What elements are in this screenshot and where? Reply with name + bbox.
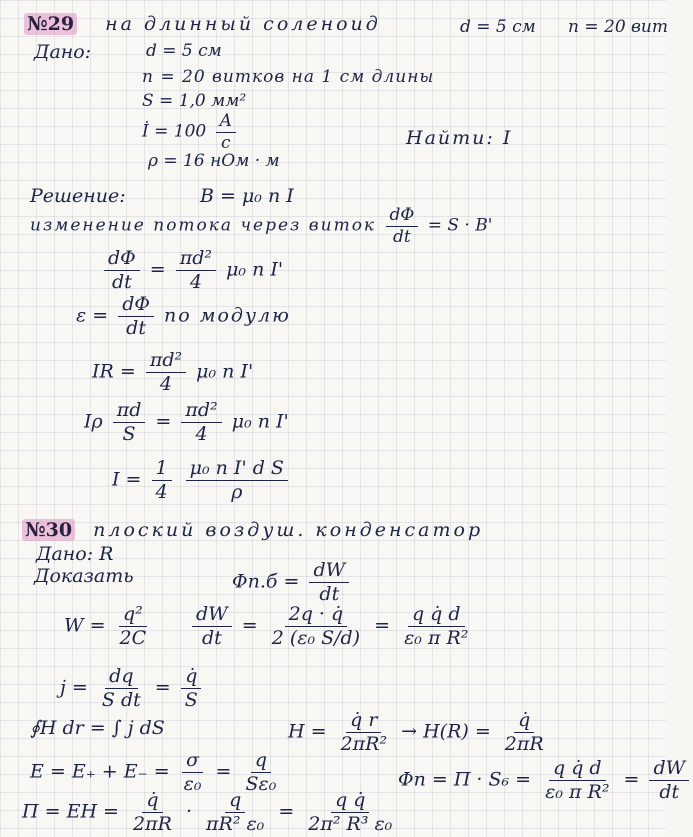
eq1-rhs-den: 4 <box>189 270 202 293</box>
eq4-num2: πd² <box>181 400 221 423</box>
prove-label: Доказать <box>34 565 134 587</box>
phi-lhs: Φп = Π · S₆ = <box>398 768 532 791</box>
problem-number: №29 <box>24 13 77 35</box>
dw-rhs-num: q q̇ d <box>408 604 465 627</box>
given-label: Дано: <box>34 41 92 63</box>
eq4-tail: μ₀ n I' <box>231 410 289 433</box>
eq2 <box>76 294 291 339</box>
j-rhs-num: q̇ <box>181 666 201 689</box>
phi-den: ε₀ π R² <box>545 780 610 803</box>
solution-label: Решение: <box>30 185 126 207</box>
given-rho: ρ = 16 нОм · м <box>148 151 280 171</box>
dw-eq: $\frac{dW}{dt}$ = $\frac{2q \cdot q̇}{\text{2 (ε₀ S/d)}}$ = $\frac{\text{q q̇ d}}{\text{ε₀ π R²}}$ <box>188 604 476 649</box>
eq5-lhs: I = <box>112 468 142 491</box>
p-den1: 2πR <box>133 812 172 835</box>
flux-line <box>30 206 492 246</box>
given-I-rate <box>142 112 240 152</box>
hr-num: q̇ <box>514 710 534 733</box>
given-I-rate-unit <box>216 112 236 152</box>
eq4-num1: πd <box>113 400 146 423</box>
poynting-flux-eq: Φп = Π · S₆ = $\frac{\text{q q̇ d}}{\text{ε₀ π R²}}$ = $\frac{dW}{dt}$ <box>398 758 693 803</box>
hr-den: 2πR <box>504 732 544 755</box>
eq2-num: dΦ <box>118 294 154 317</box>
eq1-lhs-num: dΦ <box>104 248 140 271</box>
eq3-lhs: IR = <box>92 360 136 383</box>
given-n-top: n = 20 вит <box>568 17 668 37</box>
p-lhs: Π = EH = <box>22 800 119 823</box>
eq1-rhs-num: πd² <box>176 248 216 271</box>
dw-mid-den: 2 (ε₀ S/d) <box>271 626 361 649</box>
given-S: S = 1,0 мм² <box>142 91 247 111</box>
eq5 <box>112 458 292 503</box>
eq1: $\frac{d\Phi}{dt}$ = $\frac{\text{πd²}}{4}$ μ₀ n I' <box>100 248 283 293</box>
flux-num: dΦ <box>386 206 419 227</box>
e-num2: q <box>251 750 271 773</box>
dw-rhs-den: ε₀ π R² <box>404 626 469 649</box>
circulation-eq: ∮H dr = ∫ j dS <box>30 717 165 739</box>
eq4: Iρ $\frac{\pi d}{S}$ = $\frac{\text{πd²}}{4}$ μ₀ n I' <box>84 399 289 445</box>
phi-den2: dt <box>659 780 680 803</box>
flux-den: dt <box>393 226 411 247</box>
p-num3: q q̇ <box>331 790 369 813</box>
current-density-eq: j = $\frac{dq}{\text{S dt}}$ = $\frac{q̇}{S}$ <box>60 666 206 711</box>
p-num2: q <box>225 790 245 813</box>
eq4-lhs: Iρ <box>84 410 103 433</box>
phi-num2: dW <box>649 758 689 781</box>
problem-29-header <box>24 14 381 35</box>
unit-den: c <box>221 132 231 153</box>
dw-mid-num: 2q · q̇ <box>285 604 348 627</box>
eq5-num1: 1 <box>152 458 172 481</box>
h-lhs: H = <box>288 720 327 743</box>
given-I-rate-lhs: İ = 100 <box>142 121 207 142</box>
eq4-den1: S <box>122 422 136 445</box>
e-line: E = E₊ + E₋ = <box>30 760 170 783</box>
dw-num: dW <box>192 604 232 627</box>
j-lhs: j = <box>60 676 88 699</box>
h-eq <box>288 710 552 755</box>
eq5-den2: ρ <box>231 480 243 503</box>
eq3 <box>92 350 253 395</box>
prove-num: dW <box>309 560 349 583</box>
unit-num: A <box>216 112 236 133</box>
problem-30-title: плоский воздуш. конденсатор <box>93 519 484 541</box>
problem-title: на длинный соленоид <box>105 13 381 35</box>
w-den: 2C <box>119 626 147 649</box>
eq2-lhs: ε = <box>76 304 109 327</box>
solution-B: B = μ₀ n I <box>200 185 294 207</box>
given-n: n = 20 витков на 1 см длины <box>142 67 435 87</box>
j-den: S dt <box>101 688 141 711</box>
e-den2: Sε₀ <box>245 772 277 795</box>
p-num1: q̇ <box>142 790 162 813</box>
eq5-den1: 4 <box>155 480 168 503</box>
p-den2: πR² ε₀ <box>206 812 265 835</box>
eq3-den: 4 <box>159 372 173 395</box>
eq2-den: dt <box>126 316 146 339</box>
e-den: ε₀ <box>183 772 202 795</box>
prove-eq <box>232 560 353 605</box>
p-den3: 2π² R³ ε₀ <box>308 812 393 835</box>
field-eq: E = E₊ + E₋ = $\frac{\sigma}{\text{ε₀}}$ = $\frac{q}{\text{Sε₀}}$ <box>30 750 284 795</box>
h-arrow: → H(R) = <box>401 720 491 743</box>
w-lhs: W = <box>64 614 106 637</box>
eq1-lhs-den: dt <box>111 270 132 293</box>
flux-frac <box>386 206 419 246</box>
dw-den: dt <box>201 626 222 649</box>
e-num: σ <box>182 750 203 773</box>
eq4-den2: 4 <box>195 422 208 445</box>
given-30: Дано: R <box>36 543 114 565</box>
prove-lhs: Φп.б = <box>232 570 300 593</box>
flux-rhs: = S · B' <box>427 215 493 236</box>
w-num: q² <box>119 604 147 627</box>
find-label: Найти: I <box>406 127 513 149</box>
h-den: 2πR² <box>340 732 388 755</box>
energy-eq <box>64 604 154 649</box>
problem-30-header <box>22 520 483 541</box>
given-d: d = 5 см <box>146 41 222 61</box>
eq2-tail: по модулю <box>164 304 291 327</box>
prove-den: dt <box>319 582 340 605</box>
eq3-tail: μ₀ n I' <box>196 360 254 383</box>
given-d-top: d = 5 см <box>460 17 536 37</box>
poynting-eq: Π = EH = $\frac{q̇}{2\pi R}$ · $\frac{q}{\text{πR² ε₀}}$ = $\frac{\text{q q̇}}{\text{2π² R³ ε₀}}$ <box>22 790 400 835</box>
eq1-tail: μ₀ n I' <box>226 258 284 281</box>
h-num: q̇ r <box>346 710 381 733</box>
flux-text: изменение потока через виток <box>30 215 377 236</box>
phi-num: q q̇ d <box>549 758 606 781</box>
eq3-num: πd² <box>146 350 186 373</box>
problem-number-30: №30 <box>22 519 75 541</box>
eq5-num2: μ₀ n I' d S <box>186 458 288 481</box>
j-rhs-den: S <box>184 688 198 711</box>
j-num: dq <box>105 666 137 689</box>
